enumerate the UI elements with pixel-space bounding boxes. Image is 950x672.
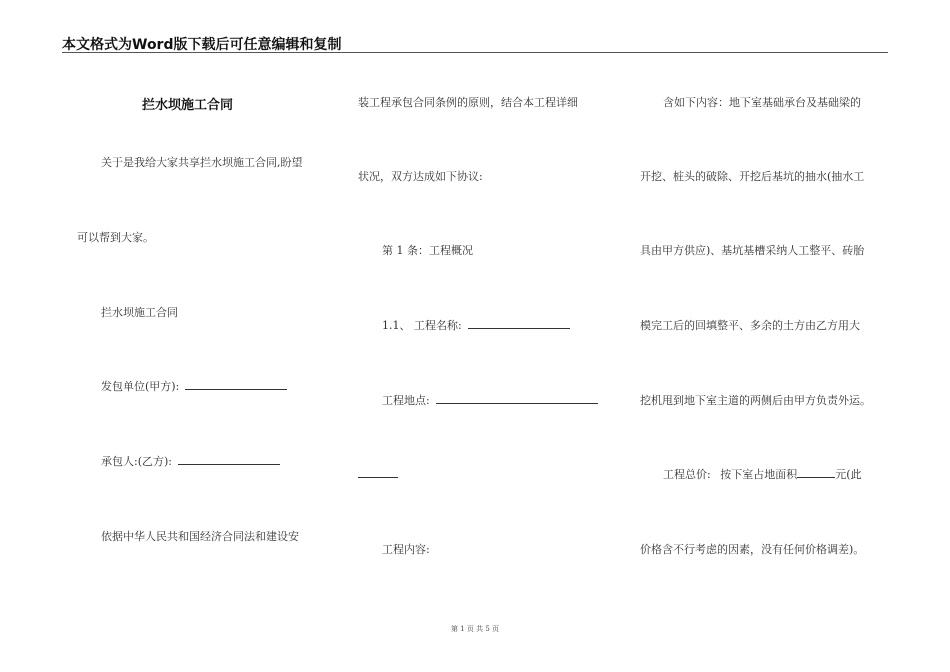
project-location-row xyxy=(382,392,598,408)
col3-line-1: 含如下内容：地下室基础承台及基础梁的 xyxy=(663,96,861,109)
total-price-row xyxy=(663,466,862,482)
col2-line-1: 装工程承包合同条例的原则，结合本工程详细 xyxy=(358,96,578,109)
header-rule xyxy=(62,52,888,53)
party-b-blank xyxy=(178,453,280,465)
party-a-label: 发包单位(甲方): xyxy=(101,380,180,393)
party-a-row xyxy=(101,378,287,394)
col2-line-2: 状况，双方达成如下协议: xyxy=(358,170,483,183)
project-name-label: 1.1、 工程名称: xyxy=(382,319,462,332)
download-banner: 本文格式为Word版下载后可任意编辑和复制 xyxy=(62,37,342,53)
basis-line: 依据中华人民共和国经济合同法和建设安 xyxy=(101,530,299,543)
party-b-row xyxy=(101,453,280,469)
project-name-blank xyxy=(468,317,570,329)
contract-subtitle: 拦水坝施工合同 xyxy=(101,306,178,319)
location-continuation-blank xyxy=(358,466,398,478)
col3-line-4: 模完工后的回填整平、多余的土方由乙方用大 xyxy=(640,319,860,332)
total-price-text: 按下室占地面积 xyxy=(720,468,798,481)
project-name-row xyxy=(382,317,570,333)
price-note-line: 价格含不行考虑的因素，没有任何价格调差)。 xyxy=(640,543,865,556)
col3-line-5: 挖机甩到地下室主道的两侧后由甲方负责外运。 xyxy=(640,394,871,407)
project-content-label: 工程内容: xyxy=(382,543,430,556)
col3-line-3: 具由甲方供应)、基坑基槽采纳人工整平、砖胎 xyxy=(640,244,865,257)
intro-line-1: 关于是我给大家共享拦水坝施工合同,盼望 xyxy=(101,156,303,169)
party-a-blank xyxy=(185,378,287,390)
total-price-blank xyxy=(797,466,835,478)
total-price-unit: 元(此 xyxy=(835,468,862,481)
page-number: 第 1 页 共 5 页 xyxy=(450,625,500,633)
project-location-label: 工程地点: xyxy=(382,394,430,407)
document-title: 拦水坝施工合同 xyxy=(142,98,234,113)
location-continuation-row xyxy=(358,466,398,481)
col3-line-2: 开挖、桩头的破除、开挖后基坑的抽水(抽水工 xyxy=(640,170,865,183)
project-location-blank xyxy=(436,392,598,404)
total-price-label: 工程总价: xyxy=(663,468,711,481)
article-1-heading: 第 1 条：工程概况 xyxy=(382,244,473,257)
intro-line-2: 可以帮到大家。 xyxy=(77,231,154,244)
party-b-label: 承包人:(乙方): xyxy=(101,455,172,468)
